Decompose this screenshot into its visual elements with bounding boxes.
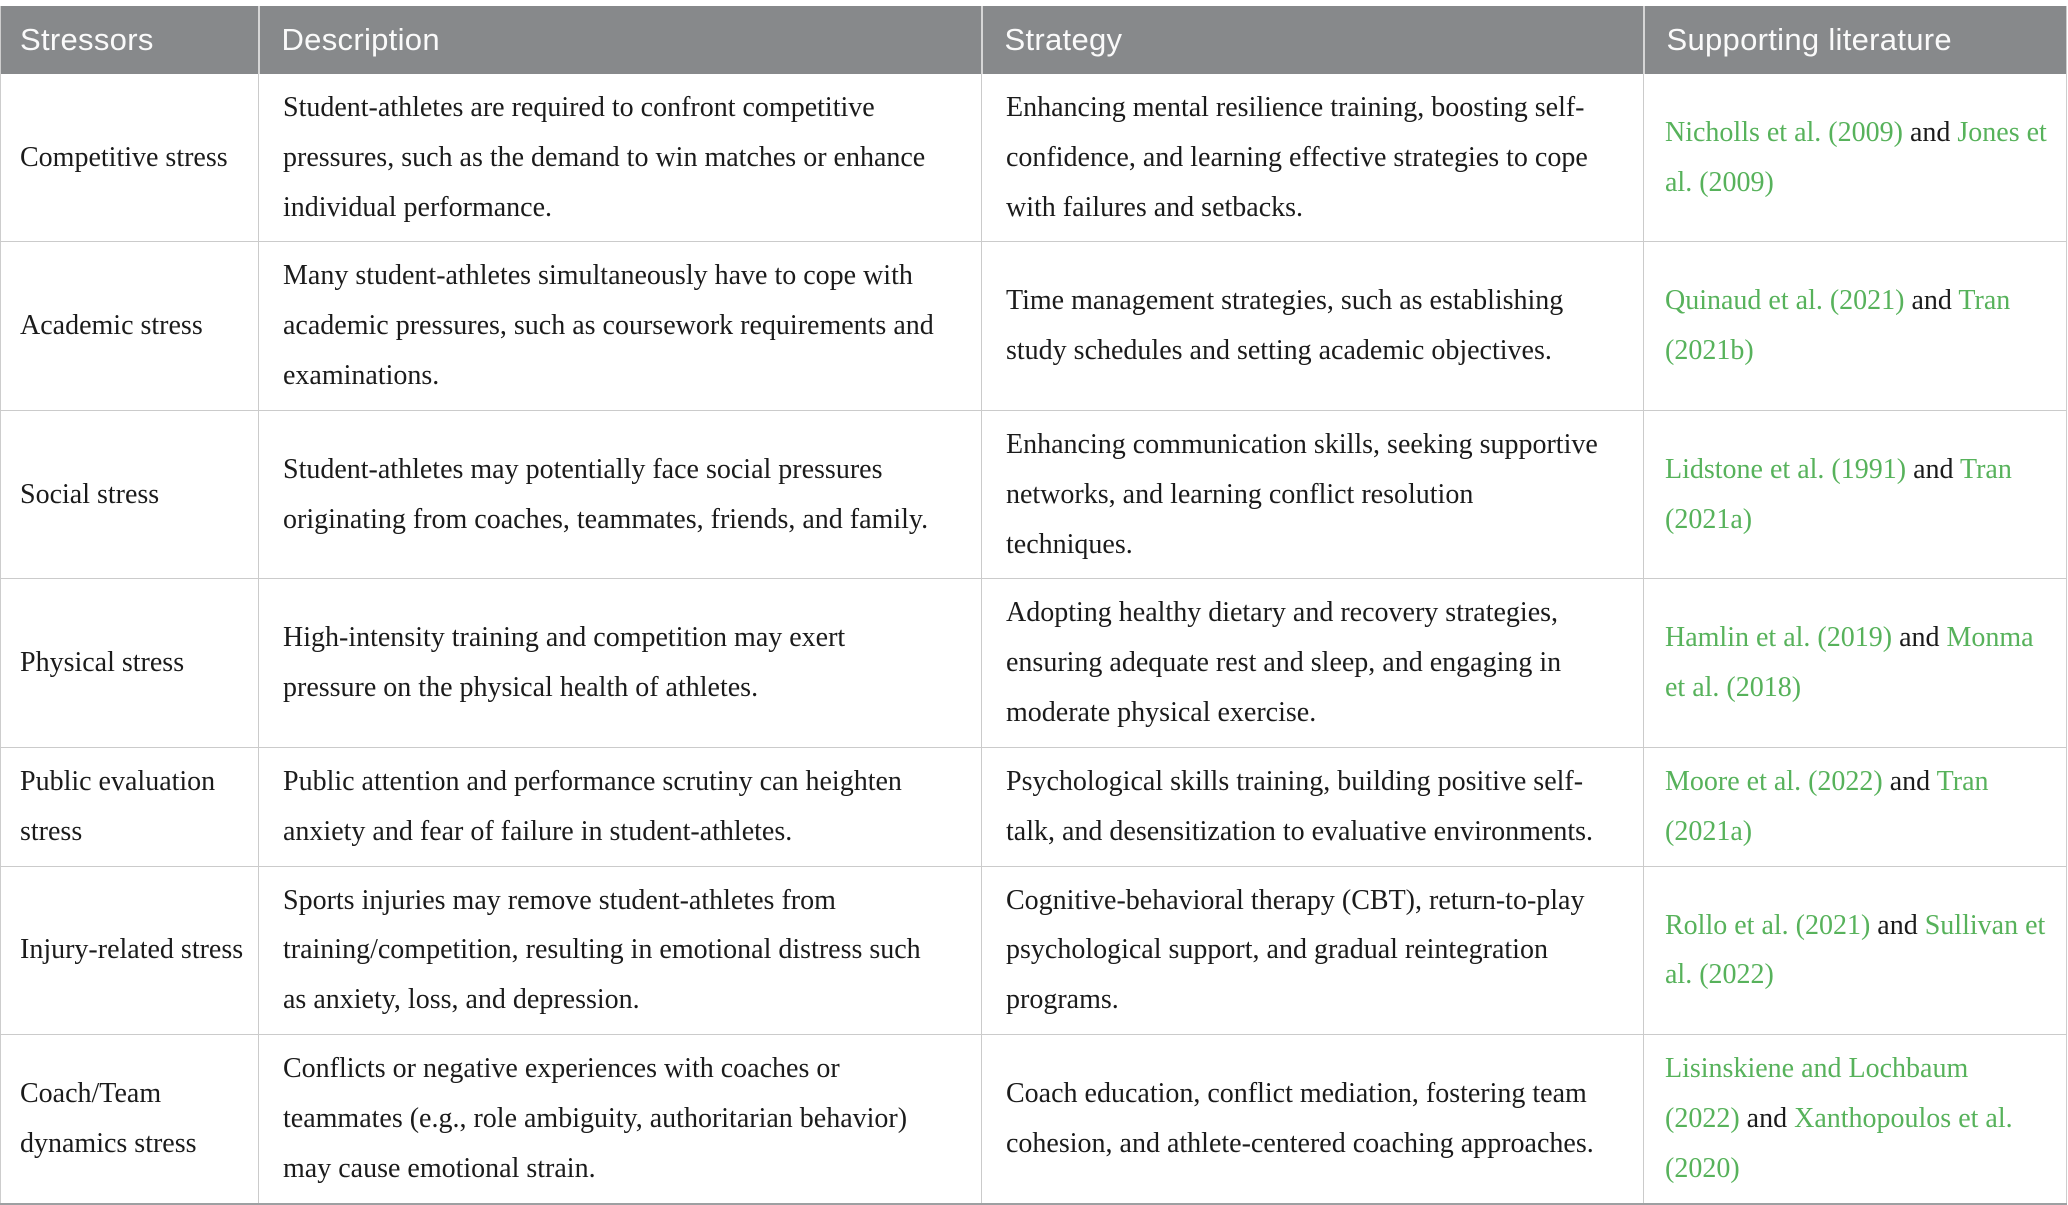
- citation-link[interactable]: Tran (2021a): [1665, 765, 1989, 847]
- description-cell: Public attention and performance scrutiny can heighten anxiety and fear of failure in student-athletes.: [259, 747, 982, 866]
- table-row: [1, 74, 2067, 242]
- description-cell: Many student-athletes simultaneously have to cope with academic pressures, such as coursework requirements and examinations.: [259, 242, 982, 410]
- citation-conjunction: and: [1906, 453, 1960, 485]
- citation-link[interactable]: Monma et al. (2018): [1665, 622, 2034, 704]
- column-header-supporting-literature: Supporting literature: [1644, 6, 2067, 74]
- stressor-cell: Competitive stress: [1, 74, 259, 242]
- table-row: [1, 1035, 2067, 1204]
- supporting-literature-cell: [1644, 747, 2067, 866]
- stressor-cell: Academic stress: [1, 242, 259, 410]
- citation-link[interactable]: Hamlin et al. (2019): [1665, 622, 1893, 654]
- description-cell: High-intensity training and competition may exert pressure on the physical health of athletes.: [259, 579, 982, 747]
- strategy-cell: Coach education, conflict mediation, fostering team cohesion, and athlete-centered coaching approaches.: [982, 1035, 1644, 1204]
- citation-link[interactable]: Moore et al. (2022): [1665, 765, 1883, 797]
- stressor-cell: Public evaluation stress: [1, 747, 259, 866]
- table-row: [1, 747, 2067, 866]
- citation-link[interactable]: Xanthopoulos et al. (2020): [1665, 1102, 2013, 1184]
- description-cell: Sports injuries may remove student-athletes from training/competition, resulting in emotional distress such as anxiety, loss, and depression.: [259, 866, 982, 1034]
- stressors-strategies-table: [0, 6, 2067, 1205]
- supporting-literature-cell: [1644, 866, 2067, 1034]
- citation-link[interactable]: Rollo et al. (2021): [1665, 909, 1871, 941]
- table-row: [1, 579, 2067, 747]
- citation-conjunction: and: [1739, 1102, 1795, 1134]
- citation-conjunction: and: [1882, 765, 1937, 797]
- strategy-cell: Cognitive-behavioral therapy (CBT), return-to-play psychological support, and gradual reintegration programs.: [982, 866, 1644, 1034]
- description-cell: Conflicts or negative experiences with coaches or teammates (e.g., role ambiguity, authoritarian behavior) may cause emotional strain.: [259, 1035, 982, 1204]
- table-body: [1, 74, 2067, 1204]
- citation-link[interactable]: Sullivan et al. (2022): [1665, 909, 2046, 991]
- citation-conjunction: and: [1870, 909, 1925, 941]
- column-header-stressors: Stressors: [1, 6, 259, 74]
- description-cell: Student-athletes are required to confront competitive pressures, such as the demand to win matches or enhance individual performance.: [259, 74, 982, 242]
- supporting-literature-cell: [1644, 242, 2067, 410]
- strategy-cell: Adopting healthy dietary and recovery strategies, ensuring adequate rest and sleep, and engaging in moderate physical exercise.: [982, 579, 1644, 747]
- stressor-cell: Injury-related stress: [1, 866, 259, 1034]
- citation-link[interactable]: Tran (2021a): [1665, 453, 2012, 535]
- citation-conjunction: and: [1902, 116, 1958, 148]
- strategy-cell: Enhancing mental resilience training, boosting self-confidence, and learning effective strategies to cope with failures and setbacks.: [982, 74, 1644, 242]
- citation-conjunction: and: [1892, 622, 1947, 654]
- strategy-cell: Time management strategies, such as establishing study schedules and setting academic objectives.: [982, 242, 1644, 410]
- citation-link[interactable]: Nicholls et al. (2009): [1665, 116, 1903, 148]
- supporting-literature-cell: [1644, 579, 2067, 747]
- description-cell: Student-athletes may potentially face social pressures originating from coaches, teammates, friends, and family.: [259, 410, 982, 578]
- stressor-cell: Physical stress: [1, 579, 259, 747]
- citation-link[interactable]: Tran (2021b): [1665, 285, 2011, 367]
- table-row: [1, 242, 2067, 410]
- table-row: [1, 866, 2067, 1034]
- column-header-description: Description: [259, 6, 982, 74]
- table-row: [1, 410, 2067, 578]
- column-header-strategy: Strategy: [982, 6, 1644, 74]
- stressor-cell: Social stress: [1, 410, 259, 578]
- table-header-row: [1, 6, 2067, 74]
- citation-link[interactable]: Lidstone et al. (1991): [1665, 453, 1907, 485]
- supporting-literature-cell: [1644, 1035, 2067, 1204]
- stressor-cell: Coach/Team dynamics stress: [1, 1035, 259, 1204]
- citation-link[interactable]: Quinaud et al. (2021): [1665, 285, 1905, 317]
- citation-link[interactable]: Jones et al. (2009): [1665, 116, 2047, 198]
- citation-conjunction: and: [1904, 285, 1959, 317]
- supporting-literature-cell: [1644, 410, 2067, 578]
- strategy-cell: Enhancing communication skills, seeking supportive networks, and learning conflict resolution techniques.: [982, 410, 1644, 578]
- supporting-literature-cell: [1644, 74, 2067, 242]
- strategy-cell: Psychological skills training, building positive self-talk, and desensitization to evaluative environments.: [982, 747, 1644, 866]
- citation-link[interactable]: Lisinskiene and Lochbaum (2022): [1665, 1053, 1969, 1134]
